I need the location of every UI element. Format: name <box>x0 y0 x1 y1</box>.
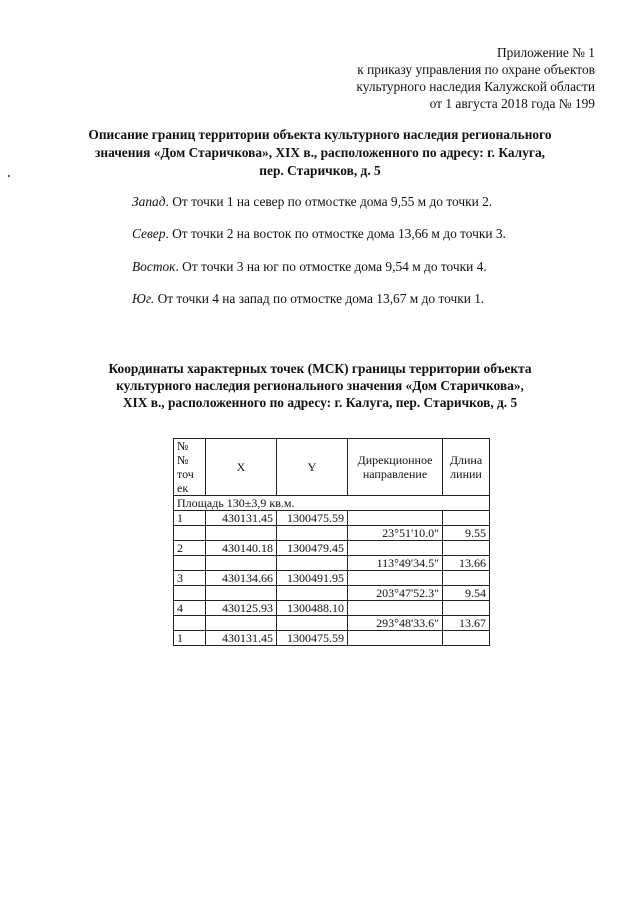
cell-direction <box>348 541 443 556</box>
cell-x: 430131.45 <box>206 511 277 526</box>
header-text: Длина <box>449 453 483 467</box>
cell-length: 9.54 <box>443 586 490 601</box>
cell-length <box>443 571 490 586</box>
header-point-number <box>174 439 206 496</box>
cell-length <box>443 631 490 646</box>
coordinates-table <box>173 438 490 646</box>
cell-y <box>277 616 348 631</box>
table-header-row <box>174 439 490 496</box>
direction-label: Восток <box>132 259 176 274</box>
cell-y: 1300479.45 <box>277 541 348 556</box>
cell-direction: 293°48'33.6" <box>348 616 443 631</box>
direction-label: Запад <box>132 194 166 209</box>
cell-point: 1 <box>174 631 206 646</box>
cell-x: 430125.93 <box>206 601 277 616</box>
cell-length <box>443 601 490 616</box>
header-length <box>443 439 490 496</box>
area-cell: Площадь 130±3,9 кв.м. <box>174 496 490 511</box>
appendix-region-line: культурного наследия Калужской области <box>356 79 595 94</box>
cell-x: 430134.66 <box>206 571 277 586</box>
header-text: направление <box>362 467 428 481</box>
cell-point: 4 <box>174 601 206 616</box>
cell-length <box>443 541 490 556</box>
title1-line: Описание границ территории объекта культурного наследия регионального <box>88 127 552 142</box>
title2-line: культурного наследия регионального значения «Дом Старичкова», <box>116 378 524 393</box>
table-row <box>174 541 490 556</box>
cell-point: 3 <box>174 571 206 586</box>
cell-x <box>206 586 277 601</box>
cell-direction <box>348 571 443 586</box>
header-text: линии <box>450 467 482 481</box>
boundary-description-title <box>60 126 580 180</box>
cell-direction <box>348 601 443 616</box>
title2-line: Координаты характерных точек (МСК) границы территории объекта <box>108 361 532 376</box>
description-text: От точки 4 на запад по отмостке дома 13,67 м до точки 1. <box>154 291 485 306</box>
header-text: ек <box>177 481 189 495</box>
header-text: № <box>177 453 189 467</box>
table-row <box>174 556 490 571</box>
title1-line: пер. Старичков, д. 5 <box>259 163 381 178</box>
description-text: . От точки 2 на восток по отмостке дома 13,66 м до точки 3. <box>165 226 506 241</box>
cell-direction <box>348 511 443 526</box>
description-south <box>132 290 484 307</box>
direction-label: Север <box>132 226 166 241</box>
cell-x <box>206 616 277 631</box>
cell-direction: 113°49'34.5" <box>348 556 443 571</box>
cell-point <box>174 556 206 571</box>
title1-line: значения «Дом Старичкова», XIX в., расположенного по адресу: г. Калуга, <box>94 145 546 160</box>
cell-direction <box>348 631 443 646</box>
cell-direction: 23°51'10.0" <box>348 526 443 541</box>
cell-point <box>174 586 206 601</box>
table-row <box>174 526 490 541</box>
cell-length: 13.67 <box>443 616 490 631</box>
header-text: Дирекционное <box>357 453 433 467</box>
table-row <box>174 601 490 616</box>
cell-length: 9.55 <box>443 526 490 541</box>
cell-y: 1300475.59 <box>277 511 348 526</box>
table-row <box>174 616 490 631</box>
description-west <box>132 193 492 210</box>
area-row <box>174 496 490 511</box>
table-row <box>174 511 490 526</box>
cell-y <box>277 556 348 571</box>
cell-point: 2 <box>174 541 206 556</box>
header-text: № <box>177 439 189 453</box>
description-text: . От точки 1 на север по отмостке дома 9,55 м до точки 2. <box>165 194 493 209</box>
cell-length <box>443 511 490 526</box>
cell-x <box>206 526 277 541</box>
header-direction <box>348 439 443 496</box>
cell-point <box>174 616 206 631</box>
header-x: X <box>206 439 277 496</box>
cell-point: 1 <box>174 511 206 526</box>
cell-point <box>174 526 206 541</box>
table-row <box>174 631 490 646</box>
title2-line: XIX в., расположенного по адресу: г. Калуга, пер. Старичков, д. 5 <box>122 395 518 410</box>
table-row <box>174 571 490 586</box>
cell-direction: 203°47'52.3" <box>348 586 443 601</box>
appendix-date-line: от 1 августа 2018 года № 199 <box>429 96 595 111</box>
appendix-header <box>275 44 595 112</box>
table-row <box>174 586 490 601</box>
cell-y: 1300491.95 <box>277 571 348 586</box>
cell-y <box>277 526 348 541</box>
appendix-order-line: к приказу управления по охране объектов <box>357 62 595 77</box>
description-text: . От точки 3 на юг по отмостке дома 9,54 м до точки 4. <box>175 259 487 274</box>
appendix-number: Приложение № 1 <box>496 45 595 60</box>
description-east <box>132 258 487 275</box>
direction-label: Юг. <box>132 291 155 306</box>
cell-x: 430131.45 <box>206 631 277 646</box>
cell-y: 1300475.59 <box>277 631 348 646</box>
header-text: точ <box>177 467 194 481</box>
cell-x <box>206 556 277 571</box>
scan-speck <box>8 175 10 177</box>
cell-y: 1300488.10 <box>277 601 348 616</box>
cell-x: 430140.18 <box>206 541 277 556</box>
cell-y <box>277 586 348 601</box>
cell-length: 13.66 <box>443 556 490 571</box>
header-y: Y <box>277 439 348 496</box>
coordinates-title <box>80 360 560 411</box>
description-north <box>132 225 506 242</box>
